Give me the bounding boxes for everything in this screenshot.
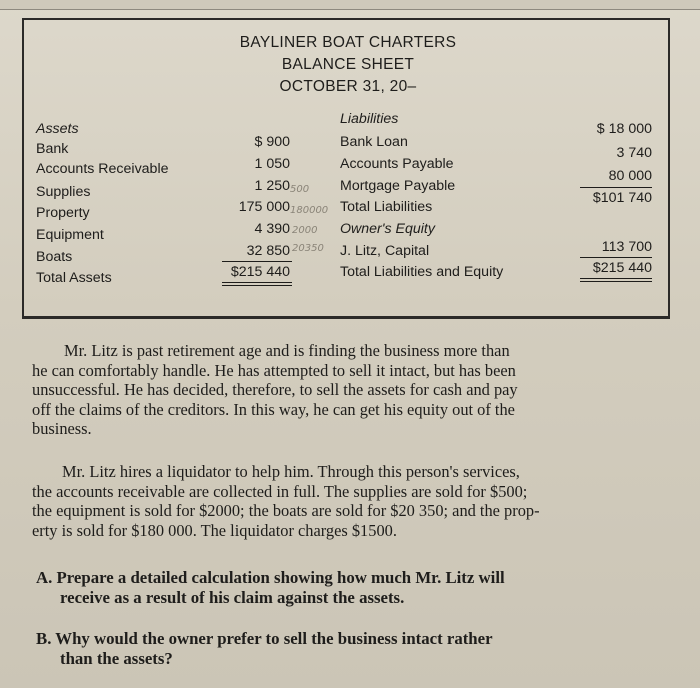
- equity-subtotal-rule: [580, 257, 652, 258]
- statement-date: OCTOBER 31, 20–: [279, 78, 417, 95]
- paragraph-line: Mr. Litz hires a liquidator to help him. Through this person's services,: [62, 462, 520, 481]
- question-line: Why would the owner prefer to sell the business intact rather: [55, 629, 493, 648]
- liability-label-accounts-payable: Accounts Payable: [340, 156, 454, 172]
- total-liabilities-amount: $101 740: [592, 190, 652, 206]
- paragraph-line: business.: [32, 419, 92, 439]
- capital-amount: 113 700: [601, 239, 652, 255]
- paragraph-line: unsuccessful. He has decided, therefore, to sell the assets for cash and pay: [32, 380, 518, 400]
- company-name: BAYLINER BOAT CHARTERS: [239, 34, 457, 51]
- asset-label-equipment: Equipment: [36, 227, 104, 243]
- total-liabilities-label: Total Liabilities: [340, 199, 433, 215]
- asset-label-supplies: Supplies: [36, 184, 91, 200]
- total-assets-amount: $215 440: [230, 264, 290, 280]
- asset-amount-equipment: 4 390: [254, 221, 290, 237]
- asset-amount-property: 175 000: [238, 199, 290, 215]
- paragraph-situation: [32, 341, 692, 439]
- paragraph-liquidation: [32, 462, 692, 540]
- assets-heading: Assets: [36, 121, 79, 137]
- liability-label-mortgage-payable: Mortgage Payable: [340, 178, 456, 194]
- pencil-mark-supplies: 500: [290, 184, 310, 195]
- liability-amount-mortgage-payable: 80 000: [608, 168, 652, 184]
- question-line: than the assets?: [60, 649, 173, 668]
- question-b: [36, 629, 493, 669]
- question-line: receive as a result of his claim against the assets.: [60, 588, 405, 607]
- question-line: Prepare a detailed calculation showing how much Mr. Litz will: [56, 568, 505, 587]
- assets-double-rule: [222, 282, 292, 286]
- pencil-mark-equipment: 2000: [292, 225, 318, 236]
- statement-title: BALANCE SHEET: [281, 56, 415, 73]
- asset-label-property: Property: [36, 205, 90, 221]
- total-assets-label: Total Assets: [36, 270, 112, 286]
- asset-amount-bank: $ 900: [254, 134, 290, 150]
- asset-label-bank: Bank: [36, 141, 69, 157]
- paragraph-line: the equipment is sold for $2000; the boats are sold for $20 350; and the prop-: [32, 501, 540, 521]
- question-letter: A.: [36, 568, 53, 587]
- asset-label-boats: Boats: [36, 249, 73, 265]
- liability-label-bank-loan: Bank Loan: [340, 134, 408, 150]
- paragraph-line: he can comfortably handle. He has attempted to sell it intact, but has been: [32, 360, 516, 380]
- owners-equity-heading: Owner's Equity: [340, 221, 435, 237]
- pencil-mark-boats: 20350: [292, 243, 324, 254]
- frame-bottom-rule: [22, 317, 670, 319]
- asset-amount-supplies: 1 250: [254, 178, 290, 194]
- liabilities-subtotal-rule: [580, 187, 652, 188]
- paragraph-line: off the claims of the creditors. In this way, he can get his equity out of the: [32, 399, 515, 419]
- question-a: [36, 568, 505, 608]
- asset-amount-accounts-receivable: 1 050: [254, 156, 290, 172]
- previous-page-edge: [0, 0, 700, 10]
- paragraph-line: the accounts receivable are collected in full. The supplies are sold for $500;: [32, 481, 528, 501]
- asset-amount-boats: 32 850: [246, 243, 290, 259]
- liabilities-double-rule: [580, 278, 652, 282]
- total-liabilities-equity-amount: $215 440: [592, 260, 652, 276]
- liability-amount-bank-loan: $ 18 000: [596, 121, 652, 137]
- assets-subtotal-rule: [222, 261, 292, 262]
- liabilities-heading: Liabilities: [340, 111, 399, 127]
- question-letter: B.: [36, 629, 52, 648]
- liability-amount-accounts-payable: 3 740: [616, 145, 652, 161]
- paragraph-line: erty is sold for $180 000. The liquidator charges $1500.: [32, 520, 397, 540]
- pencil-mark-property: 180000: [290, 205, 329, 216]
- asset-label-accounts-receivable: Accounts Receivable: [36, 161, 169, 177]
- paragraph-line: Mr. Litz is past retirement age and is finding the business more than: [64, 341, 510, 360]
- capital-label: J. Litz, Capital: [340, 243, 430, 259]
- total-liabilities-equity-label: Total Liabilities and Equity: [340, 264, 504, 280]
